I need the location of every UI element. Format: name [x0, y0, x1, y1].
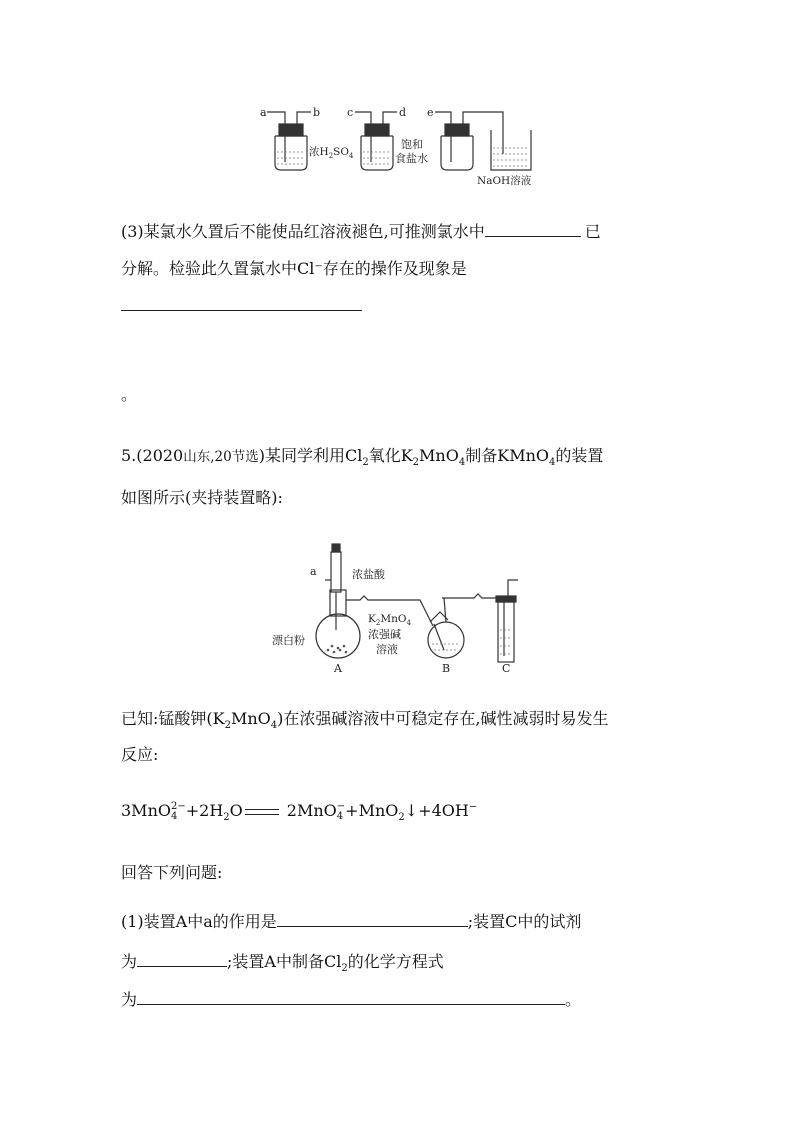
- label-bleach: 漂白粉: [272, 634, 305, 647]
- label-flask-a: A: [334, 662, 342, 675]
- q3-answer-blank-1[interactable]: [485, 220, 581, 237]
- q3-answer-line[interactable]: [121, 294, 362, 317]
- q3-line1: (3)某氯水久置后不能使品红溶液褪色,可推测氯水中 已: [121, 222, 601, 241]
- q1-answer-blank-2[interactable]: [137, 950, 227, 967]
- label-brine-1: 饱和: [401, 138, 423, 151]
- q3-period: 。: [121, 385, 138, 404]
- label-h2so4: 浓$H_2SO_4$: [309, 146, 354, 160]
- q1-answer-blank-1[interactable]: [277, 910, 468, 927]
- q1-answer-blank-3[interactable]: [137, 988, 565, 1005]
- known-line1: 已知:锰酸钾$(K_2MnO_4)$在浓强碱溶液中可稳定存在,碱性减弱时易发生: [121, 709, 609, 732]
- equals-sign: [245, 809, 279, 815]
- q5-line1: 5.(2020山东,20节选)某同学利用$Cl_2$氧化$K_2MnO_4$制备KMnO$_4$的装置: [121, 446, 604, 469]
- q3-line2: 分解。检验此久置氯水中Cl⁻存在的操作及现象是: [121, 259, 467, 278]
- label-e: e: [427, 106, 434, 119]
- q3-answer-blank-2[interactable]: [121, 294, 362, 311]
- label-a: a: [260, 106, 267, 119]
- label-hcl: 浓盐酸: [352, 568, 385, 581]
- apparatus-figure: [268, 540, 538, 675]
- label-d: d: [399, 106, 407, 119]
- label-c: c: [347, 106, 354, 119]
- known-line2: 反应:: [121, 745, 159, 764]
- reaction-equation: 3MnO 2− 4 $+2H_2O$ 2MnO − 4 +MnO$_2$↓+4OH−: [121, 800, 478, 824]
- label-alkali-1: 浓强碱: [368, 628, 401, 641]
- label-cylinder-c: C: [502, 662, 511, 675]
- q1-line1: (1)装置A中a的作用是 ;装置C中的试剂: [121, 912, 582, 931]
- label-b: b: [313, 106, 321, 119]
- label-naoh: NaOH溶液: [477, 175, 532, 187]
- q5-line2: 如图所示(夹持装置略):: [121, 488, 283, 507]
- label-k2mno4: $K_2MnO_4$: [368, 613, 411, 627]
- q1-line2: 为 ;装置A中制备$Cl_2$的化学方程式: [121, 952, 444, 975]
- label-alkali-2: 溶液: [376, 643, 398, 656]
- washing-bottles-figure: [255, 100, 545, 192]
- label-brine-2: 食盐水: [395, 152, 428, 165]
- label-a: a: [310, 565, 317, 578]
- answer-prompt: 回答下列问题:: [121, 863, 223, 882]
- label-flask-b: B: [442, 662, 451, 675]
- q1-line3: 为 。: [121, 990, 582, 1009]
